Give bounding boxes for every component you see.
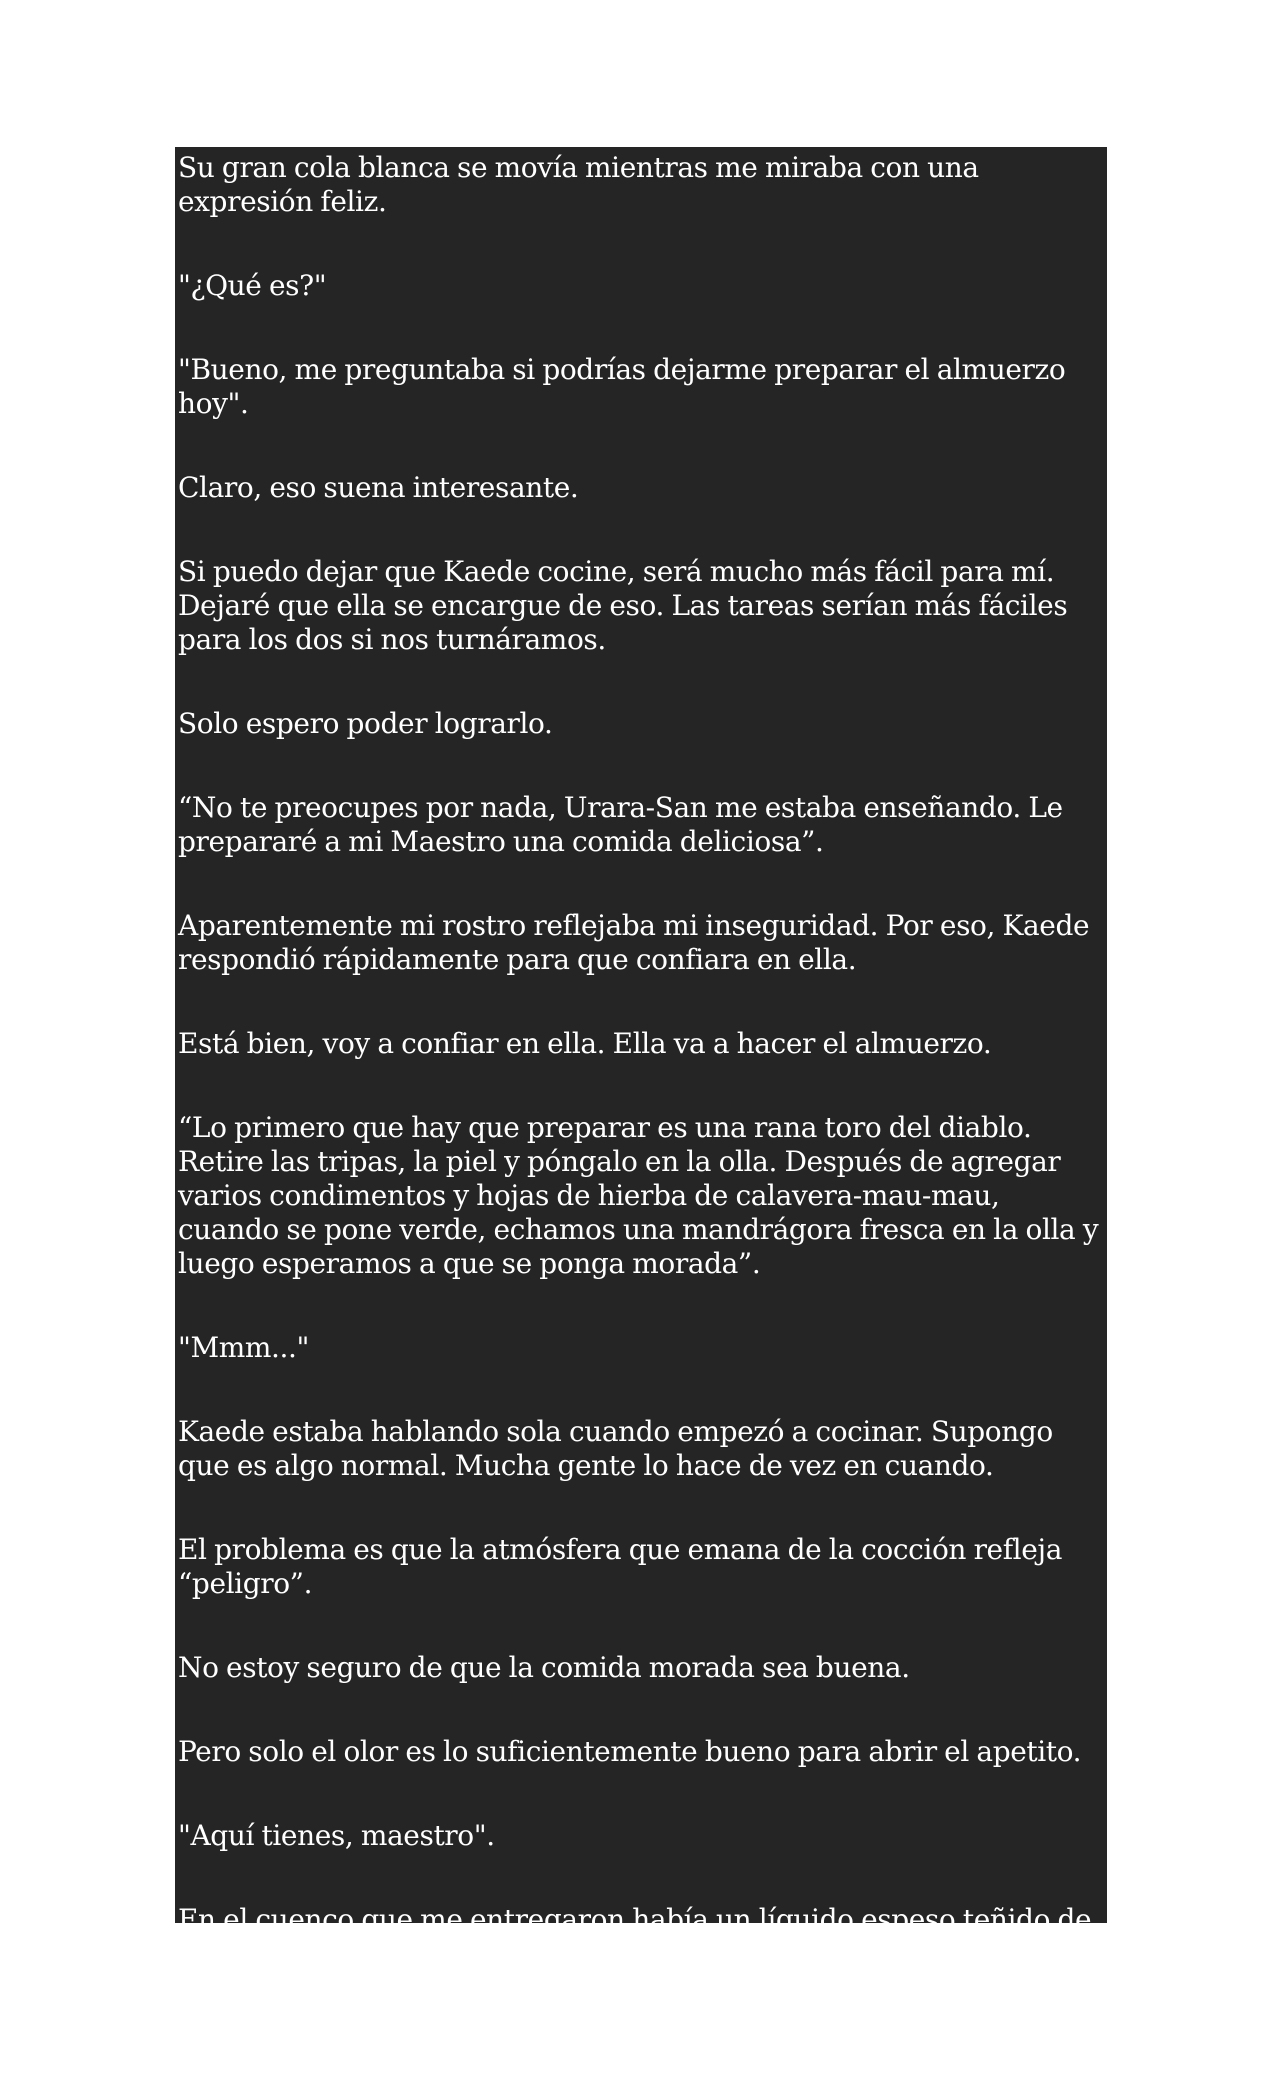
paragraph: Kaede estaba hablando sola cuando empezó a cocinar. Supongo que es algo normal. Mucha gente lo hace de vez en cuando. — [178, 1415, 1053, 1482]
paragraph: Su gran cola blanca se movía mientras me miraba con una expresión feliz. — [178, 151, 979, 218]
paragraph: No estoy seguro de que la comida morada sea buena. — [178, 1651, 910, 1684]
text-block — [175, 147, 1107, 1970]
paragraph: Solo espero poder lograrlo. — [178, 707, 553, 740]
paragraph: Está bien, voy a confiar en ella. Ella va a hacer el almuerzo. — [178, 1027, 992, 1060]
paragraph: En el cuenco que me entregaron había un líquido espeso teñido de púrpura. — [178, 1903, 1092, 1970]
paragraph: Si puedo dejar que Kaede cocine, será mucho más fácil para mí. Dejaré que ella se encargue de eso. Las tareas serían más fáciles para los dos si nos turnáramos. — [178, 555, 1068, 656]
paragraph: El problema es que la atmósfera que emana de la cocción refleja “peligro”. — [178, 1533, 1062, 1600]
paragraph: “Lo primero que hay que preparar es una rana toro del diablo. Retire las tripas, la piel y póngalo en la olla. Después de agregar varios condimentos y hojas de hierba de calavera-mau-mau, cuando se pone verde, echamos una mandrágora fresca en la olla y luego esperamos a que se ponga morada”. — [178, 1111, 1099, 1280]
paragraph: Claro, eso suena interesante. — [178, 471, 579, 504]
paragraph: “No te preocupes por nada, Urara-San me estaba enseñando. Le prepararé a mi Maestro una comida deliciosa”. — [178, 791, 1063, 858]
paragraph: "Aquí tienes, maestro". — [178, 1819, 495, 1852]
paragraph: "Bueno, me preguntaba si podrías dejarme preparar el almuerzo hoy". — [178, 353, 1066, 420]
paragraph: Aparentemente mi rostro reflejaba mi inseguridad. Por eso, Kaede respondió rápidamente para que confiara en ella. — [178, 909, 1090, 976]
paragraph: "¿Qué es?" — [178, 269, 327, 302]
paragraph: "Mmm..." — [178, 1331, 310, 1364]
paragraph: Pero solo el olor es lo suficientemente bueno para abrir el apetito. — [178, 1735, 1082, 1768]
